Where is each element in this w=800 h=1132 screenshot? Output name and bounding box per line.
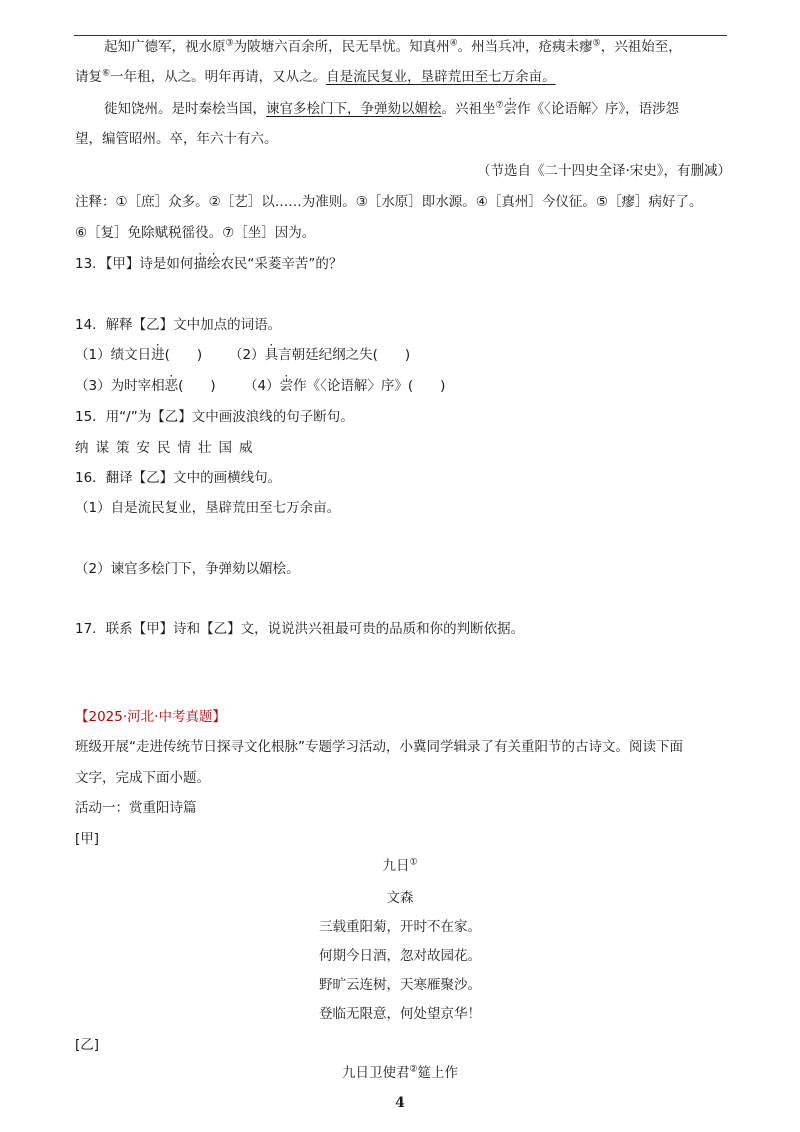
question-14-row-2: （3）为时宰相恶( ) [75, 378, 216, 394]
notes-line-2: ⑥［复］免除赋税徭役。⑦［坐］因为。 [75, 225, 316, 241]
passage-line-1: 起知广德军，视水原③为陂塘六百余所，民无旱忧。知真州④。州当兵冲，疮痍未瘳⑤，兴祖始至， [104, 38, 682, 55]
label-yi: [乙] [75, 1037, 100, 1053]
poem-1-author: 文森 [386, 890, 414, 906]
activity-heading: 活动一：赏重阳诗篇 [75, 800, 197, 816]
intro-line-1: 班级开展“走进传统节日探寻文化根脉”专题学习活动，小冀同学辑录了有关重阳节的古诗文。阅读下面 [75, 739, 683, 755]
poem-1-title: 九日① [382, 857, 418, 874]
question-14-row-1: （1）绩文日进( ) [75, 347, 203, 363]
passage-line-3: 徙知饶州。是时秦桧当国，谏官多桧门下，争弹劾以媚桧。兴祖坐⑦尝作《〈论语解〉序》，语涉怨 [104, 100, 680, 117]
top-rule [74, 35, 727, 36]
passage-source: （节选自《二十四史全译·宋史》，有删减） [477, 163, 732, 179]
poem-1-line: 野旷云连树，天寒雁聚沙。 [319, 977, 481, 993]
question-16-item-2: （2）谏官多桧门下，争弹劾以媚桧。 [75, 561, 300, 577]
underlined-sentence-1: 自是流民复业，垦辟荒田至七万余亩。 [326, 69, 556, 85]
question-15-stem: 15．用“/”为【乙】文中画波浪线的句子断句。 [75, 409, 354, 425]
poem-2-title: 九日卫使君②筵上作 [341, 1064, 459, 1081]
underlined-sentence-2: 谏官多桧门下，争弹劾以媚桧 [266, 101, 442, 117]
question-16-stem: 16．翻译【乙】文中的画横线句。 [75, 470, 282, 486]
poem-1-line: 何期今日酒，忽对故园花。 [319, 948, 481, 964]
intro-line-2: 文字，完成下面小题。 [75, 770, 210, 786]
poem-1-line: 三载重阳菊，开时不在家。 [319, 919, 481, 935]
passage-line-2: 请复⑥一年租，从之。明年再请，又从之。自是流民复业，垦辟荒田至七万余亩。 [75, 68, 556, 85]
exam-source-tag: 【2025·河北·中考真题】 [75, 709, 226, 725]
question-16-item-1: （1）自是流民复业，垦辟荒田至七万余亩。 [75, 500, 341, 516]
question-14-item-4: （4）尝作《〈论语解〉序》( ) [244, 378, 446, 394]
question-14-item-2: （2）具言朝廷纪纲之失( ) [229, 347, 411, 363]
poem-1-line: 登临无限意，何处望京华！ [319, 1006, 481, 1022]
question-14-stem: 14．解释【乙】文中加点的词语。 [75, 317, 282, 333]
page-number: 4 [395, 1095, 405, 1111]
passage-line-4: 望，编管昭州。卒，年六十有六。 [75, 131, 278, 147]
question-13: 13．【甲】诗是如何描绘农民“采菱辛苦”的？ [75, 256, 343, 272]
notes-line-1: 注释：①［庶］众多。②［艺］以……为准则。③［水原］即水源。④［真州］今仪征。⑤［瘳］病好了。 [75, 194, 703, 210]
question-17: 17．联系【甲】诗和【乙】文，说说洪兴祖最可贵的品质和你的判断依据。 [75, 621, 525, 637]
label-jia: [甲] [75, 831, 100, 847]
question-15-sentence: 纳谋策安民情壮国威 [75, 440, 260, 456]
